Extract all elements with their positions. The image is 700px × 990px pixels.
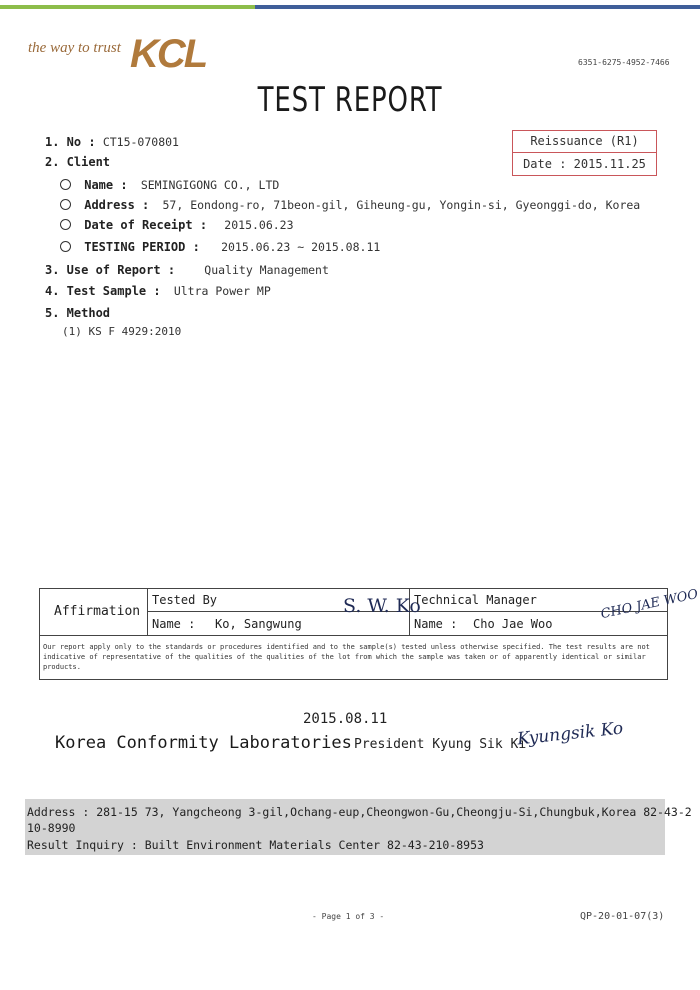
client-address-row xyxy=(60,198,640,212)
client-name-value: SEMINGIGONG CO., LTD xyxy=(140,178,280,192)
reissue-box xyxy=(512,130,657,176)
bullet-circle-icon xyxy=(60,219,71,230)
use-of-report-value: Quality Management xyxy=(204,263,329,277)
table-divider xyxy=(40,635,667,636)
affirmation-label: Affirmation xyxy=(54,604,141,619)
test-sample-label: 4. Test Sample : xyxy=(45,284,161,298)
method-heading: 5. Method xyxy=(45,306,111,320)
president-signature: Kyungsik Ko xyxy=(516,718,625,750)
reissue-label: Reissuance (R1) xyxy=(513,131,656,153)
bullet-circle-icon xyxy=(60,179,71,190)
result-inquiry: Result Inquiry : Built Environment Materials Center 82-43-210-8953 xyxy=(27,838,484,852)
lab-name: Korea Conformity Laboratories xyxy=(55,733,352,753)
top-bar-green xyxy=(0,5,255,9)
client-name-label: Name : xyxy=(84,178,128,192)
report-no xyxy=(45,135,179,149)
method-value: (1) KS F 4929:2010 xyxy=(62,325,182,338)
tested-signature: S. W. Ko xyxy=(343,595,421,617)
logo-slogan: the way to trust xyxy=(28,40,121,56)
tech-name-label: Name : xyxy=(414,617,458,631)
report-no-value: CT15-070801 xyxy=(102,135,179,149)
serial-number: 6351-6275-4952-7466 xyxy=(578,58,670,67)
receipt-date-row xyxy=(60,218,294,232)
top-bar-blue xyxy=(255,5,700,9)
tech-manager-label: Technical Manager xyxy=(414,593,537,607)
form-number: QP-20-01-07(3) xyxy=(580,911,665,922)
bullet-circle-icon xyxy=(60,241,71,252)
affirmation-table xyxy=(39,586,700,680)
client-heading: 2. Client xyxy=(45,155,111,169)
top-color-bar xyxy=(0,5,700,9)
logo-mark: KCL xyxy=(130,32,207,76)
client-name-row xyxy=(60,178,279,192)
disclaimer-text: Our report apply only to the standards or procedures identified and to the sample(s) tested unless otherwise specified. The test results are not indicative of representative of the qualities of the qualities of the lot from which the sample was taken or of apparently identical or similar products. xyxy=(43,643,650,671)
issue-date: 2015.08.11 xyxy=(303,711,388,727)
receipt-date-label: Date of Receipt : xyxy=(84,218,208,232)
client-address-label: Address : xyxy=(84,198,150,212)
report-no-label: 1. No : xyxy=(45,135,96,149)
tech-name-value: Cho Jae Woo xyxy=(473,617,553,631)
address-line-2: 10-8990 xyxy=(27,821,76,835)
testing-period-value: 2015.06.23 ~ 2015.08.11 xyxy=(221,240,381,254)
tech-signature: CHO JAE WOO xyxy=(599,586,700,623)
reissue-date: Date : 2015.11.25 xyxy=(523,157,646,171)
tested-by-label: Tested By xyxy=(152,593,218,607)
receipt-date-value: 2015.06.23 xyxy=(224,218,294,232)
page-title: TEST REPORT xyxy=(257,80,443,120)
test-sample-row xyxy=(45,284,271,298)
client-address-value: 57, Eondong-ro, 71beon-gil, Giheung-gu, Yongin-si, Gyeonggi-do, Korea xyxy=(162,198,641,212)
use-of-report-label: 3. Use of Report : xyxy=(45,263,176,277)
address-box xyxy=(25,799,692,855)
table-divider xyxy=(147,589,148,635)
use-of-report-row xyxy=(45,263,329,277)
testing-period-label: TESTING PERIOD : xyxy=(84,240,200,254)
page-number: - Page 1 of 3 - xyxy=(312,912,385,921)
tested-name-label: Name : xyxy=(152,617,196,631)
president-line: President Kyung Sik Ki xyxy=(354,737,527,752)
bullet-circle-icon xyxy=(60,199,71,210)
testing-period-row xyxy=(60,240,380,254)
address-line-1: Address : 281-15 73, Yangcheong 3-gil,Ochang-eup,Cheongwon-Gu,Cheongju-Si,Chungbuk,Korea 82-43-2 xyxy=(27,805,692,819)
tested-name-value: Ko, Sangwung xyxy=(215,617,302,631)
test-sample-value: Ultra Power MP xyxy=(173,284,271,298)
